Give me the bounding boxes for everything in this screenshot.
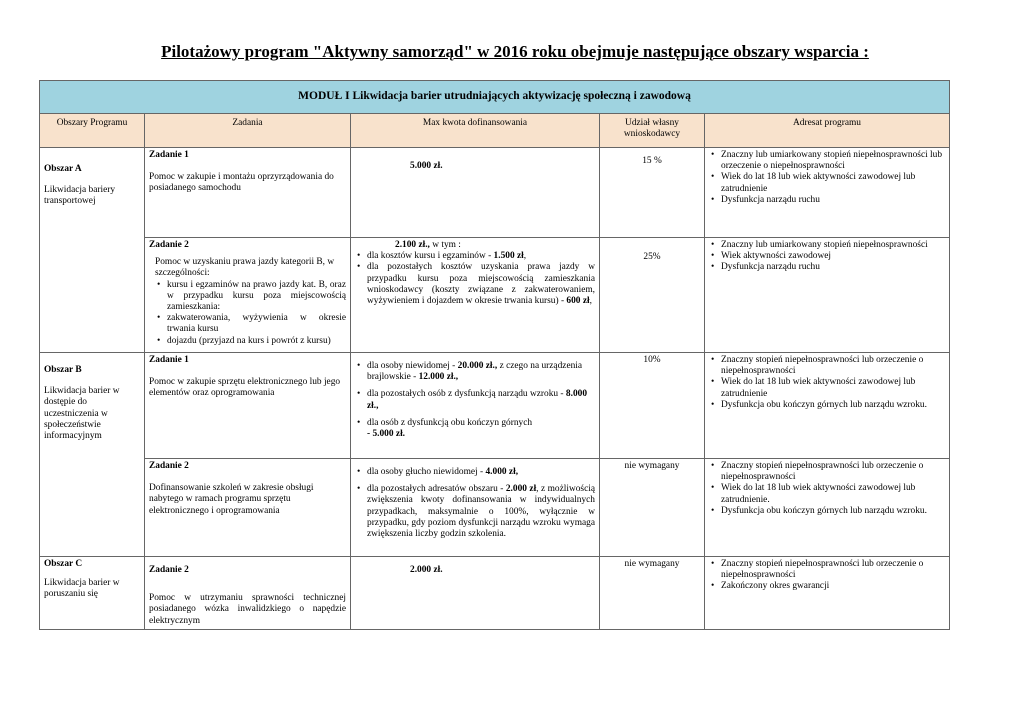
kwota-item [367, 389, 595, 411]
zadanie-desc: Dofinansowanie szkoleń w zakresie obsługi nabytego w ramach programu sprzętu elektronicznego i oprogramowania [149, 483, 314, 516]
kwota-item [367, 251, 595, 262]
table-row [40, 238, 950, 353]
obszar-a-z2-kwota [351, 238, 600, 353]
obszar-a-desc: Likwidacja bariery transportowej [44, 185, 116, 207]
support-table [39, 80, 950, 630]
kwota-item-value: 4.000 zł, [485, 467, 519, 477]
obszar-b-z2-kwota [351, 459, 600, 557]
adresat-item: • Znaczny lub umiarkowany stopień niepełnosprawności [721, 240, 945, 251]
obszar-b-z2-adresat [705, 459, 950, 557]
obszar-c-z2-adresat [705, 557, 950, 630]
header-obszary: Obszary Programu [40, 114, 145, 148]
obszar-a-z2-udzial [600, 238, 705, 353]
udzial-value: 15 % [642, 156, 662, 166]
kwota-item-text: , z możliwością zwiększenia kwoty dofinansowania w indywidualnych przypadkach, maksymalnie o 100%, wyłącznie w przypadku, gdy poziom dysfunkcji narządu wzroku wymaga zwiększenia liczby godzin szkolenia. [367, 484, 595, 540]
kwota-value: 2.000 zł. [410, 565, 443, 575]
table-row [40, 557, 950, 630]
zadanie-item: • dojazdu (przyjazd na kurs i powrót z kursu) [167, 336, 346, 347]
header-row [40, 114, 950, 148]
header-udzial: Udział własny wnioskodawcy [600, 114, 705, 148]
adresat-item: • Znaczny lub umiarkowany stopień niepełnosprawności lub orzeczenie o niepełnosprawności [721, 150, 945, 172]
adresat-item: • Znaczny stopień niepełnosprawności lub orzeczenie o niepełnosprawności [721, 355, 945, 377]
kwota-item-value: 600 zł [566, 296, 590, 307]
obszar-c-name: Obszar C [44, 559, 83, 569]
kwota-item-value: 20.000 zł., [457, 361, 498, 371]
obszar-b-desc: Likwidacja barier w dostępie do uczestniczenia w społeczeństwie informacyjnym [44, 386, 120, 442]
zadanie-label: Zadanie 1 [149, 355, 189, 365]
kwota-item-tail: , [589, 296, 592, 307]
zadanie-label: Zadanie 2 [149, 240, 189, 250]
module-title: MODUŁ I Likwidacja barier utrudniających aktywizację społeczną i zawodową [40, 81, 950, 114]
obszar-a-zadanie-1 [145, 148, 351, 238]
zadanie-desc: Pomoc w zakupie i montażu oprzyrządowania do posiadanego samochodu [149, 172, 334, 194]
table-row [40, 148, 950, 238]
kwota-value: 2.100 zł., [395, 240, 430, 250]
kwota-item-text: dla kosztów kursu i egzaminów - [367, 251, 494, 262]
adresat-item: • Wiek do lat 18 lub wiek aktywności zawodowej lub zatrudnienie [721, 172, 945, 194]
obszar-a-cell [40, 148, 145, 353]
udzial-value: 25% [643, 252, 661, 262]
obszar-b-name: Obszar B [44, 365, 82, 375]
adresat-item: • Wiek do lat 18 lub wiek aktywności zawodowej lub zatrudnienie [721, 377, 945, 399]
obszar-b-cell [40, 353, 145, 557]
adresat-item: • Wiek aktywności zawodowej [721, 251, 945, 262]
kwota-item-value: 1.500 zł [493, 251, 524, 262]
kwota-item-tail: , [523, 251, 527, 262]
module-row [40, 81, 950, 114]
obszar-c-cell [40, 557, 145, 630]
kwota-item-text: dla osób z dysfunkcją obu kończyn górnych [367, 417, 533, 428]
adresat-item: • Dysfunkcja narządu ruchu [721, 262, 945, 273]
adresat-item: • Dysfunkcja obu kończyn górnych lub narządu wzroku. [721, 506, 945, 517]
kwota-item [367, 361, 595, 383]
kwota-item-text: dla pozostałych osób z dysfunkcją narządu wzroku - [367, 389, 566, 400]
kwota-item-text: z czego na urządzenia brajlowskie - [367, 361, 583, 383]
obszar-a-z1-adresat [705, 148, 950, 238]
zadanie-label: Zadanie 1 [149, 150, 189, 160]
adresat-item: • Zakończony okres gwarancji [721, 581, 945, 592]
kwota-item-value: - 5.000 zł. [367, 429, 406, 440]
obszar-c-z2-udzial [600, 557, 705, 630]
kwota-item [367, 467, 595, 478]
adresat-item: • Dysfunkcja obu kończyn górnych lub narządu wzroku. [721, 400, 945, 411]
header-zadania: Zadania [145, 114, 351, 148]
udzial-value: 10% [643, 355, 661, 365]
zadanie-item: • zakwaterowania, wyżywienia w okresie trwania kursu [167, 313, 346, 335]
zadanie-item: • kursu i egzaminów na prawo jazdy kat. B, oraz w przypadku kursu poza miejscowością zamieszkania: [167, 280, 346, 314]
header-kwota: Max kwota dofinansowania [351, 114, 600, 148]
obszar-b-zadanie-2 [145, 459, 351, 557]
table-row [40, 459, 950, 557]
obszar-c-z2-kwota [351, 557, 600, 630]
kwota-item-value: 2.000 zł [505, 484, 537, 495]
adresat-item: • Wiek do lat 18 lub wiek aktywności zawodowej lub zatrudnienie. [721, 483, 945, 505]
obszar-a-name: Obszar A [44, 164, 82, 174]
kwota-item-text: dla pozostałych kosztów uzyskania prawa jazdy w przypadku kursu poza miejscowością zamieszkania wnioskodawcy (koszty związane z zakwaterowaniem, wyżywieniem i dojazdem w okresie trwania kursu) - [367, 262, 595, 307]
kwota-item-value: 8.000 zł., [367, 389, 587, 411]
kwota-item-value: 12.000 zł., [418, 372, 459, 383]
kwota-item-text: dla osoby niewidomej - [367, 361, 458, 371]
table-row [40, 353, 950, 459]
zadanie-desc: Pomoc w uzyskaniu prawa jazdy kategorii B, w szczególności: [155, 257, 335, 279]
kwota-item [367, 418, 595, 440]
obszar-c-desc: Likwidacja barier w poruszaniu się [44, 578, 120, 600]
page-title: Pilotażowy program "Aktywny samorząd" w 2016 roku obejmuje następujące obszary wsparcia : [161, 42, 869, 61]
kwota-item [367, 262, 595, 307]
obszar-b-z1-kwota [351, 353, 600, 459]
adresat-item: • Dysfunkcja narządu ruchu [721, 195, 945, 206]
obszar-b-z1-adresat [705, 353, 950, 459]
udzial-value: nie wymagany [624, 559, 680, 569]
kwota-item [367, 484, 595, 540]
obszar-a-z1-udzial [600, 148, 705, 238]
obszar-c-zadanie-2 [145, 557, 351, 630]
obszar-b-zadanie-1 [145, 353, 351, 459]
kwota-item-text: dla osoby głucho niewidomej - [367, 467, 486, 477]
zadanie-label: Zadanie 2 [149, 565, 189, 575]
kwota-head-rest: w tym : [429, 240, 461, 250]
adresat-item: • Znaczny stopień niepełnosprawności lub orzeczenie o niepełnosprawności [721, 559, 945, 581]
zadanie-desc: Pomoc w zakupie sprzętu elektronicznego lub jego elementów oraz oprogramowania [149, 377, 341, 399]
header-adresat: Adresat programu [705, 114, 950, 148]
kwota-value: 5.000 zł. [410, 161, 443, 171]
kwota-item-text: dla pozostałych adresatów obszaru - [367, 484, 506, 495]
zadanie-label: Zadanie 2 [149, 461, 189, 471]
obszar-a-z2-adresat [705, 238, 950, 353]
obszar-b-z2-udzial [600, 459, 705, 557]
obszar-a-z1-kwota [351, 148, 600, 238]
adresat-item: • Znaczny stopień niepełnosprawności lub orzeczenie o niepełnosprawności [721, 461, 945, 483]
obszar-a-zadanie-2 [145, 238, 351, 353]
udzial-value: nie wymagany [624, 461, 680, 471]
obszar-b-z1-udzial [600, 353, 705, 459]
zadanie-desc: Pomoc w utrzymaniu sprawności technicznej posiadanego wózka inwalidzkiego o napędzie elektrycznym [149, 593, 346, 626]
